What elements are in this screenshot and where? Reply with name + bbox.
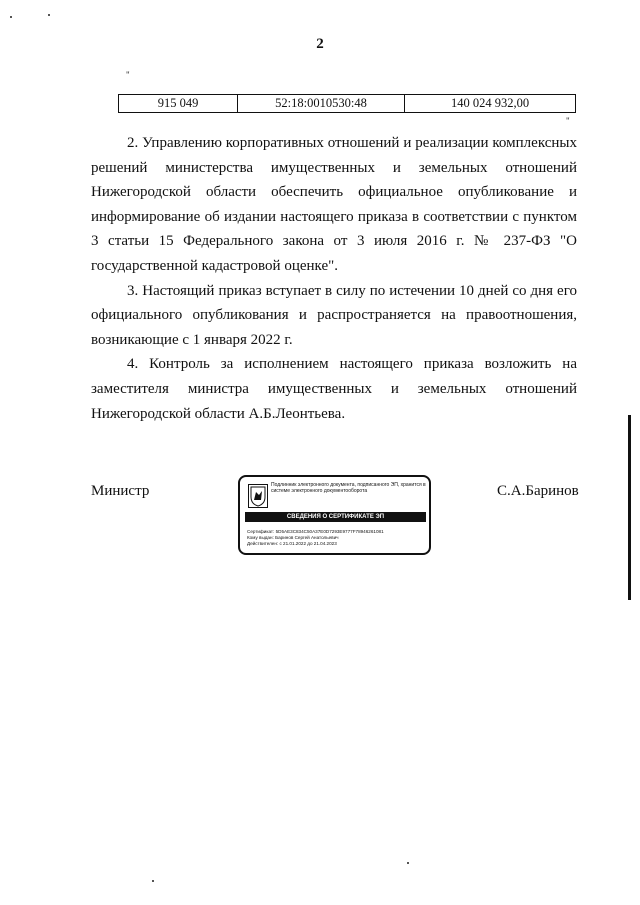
stamp-validity: Действителен: с 21.01.2022 до 21.04.2023 bbox=[247, 541, 337, 546]
table-row bbox=[119, 95, 576, 113]
scan-speck bbox=[152, 880, 154, 882]
scan-speck bbox=[10, 16, 12, 18]
paragraph-4: 4. Контроль за исполнением настоящего приказа возложить на заместителя министра имущественных и земельных отношений Нижегородской области А.Б.Леонтьева. bbox=[91, 356, 577, 422]
paragraph-2: 2. Управлению корпоративных отношений и реализации комплексных решений министерства имущественных и земельных отношений Нижегородской области обеспечить официальное опубликование и информирование об издании настоящего приказа в соответствии с пунктом 3 статьи 15 Федерального закона от 3 июля 2016 г. № 237-ФЗ "О государственной кадастровой оценке". bbox=[91, 135, 577, 274]
stamp-certificate: Сертификат: 5D5AE3C834C50A37E0D7293E9777F78946261081 bbox=[247, 529, 384, 534]
table-cell-cadastral-number: 52:18:0010530:48 bbox=[238, 95, 405, 113]
signatory-role: Министр bbox=[91, 483, 150, 499]
quote-open: " bbox=[126, 70, 130, 80]
paragraph-3: 3. Настоящий приказ вступает в силу по истечении 10 дней со дня его официального опубликования и распространяется на правоотношения, возникающие с 1 января 2022 г. bbox=[91, 282, 577, 348]
scan-edge-mark bbox=[628, 415, 631, 600]
coat-of-arms-icon bbox=[248, 484, 268, 508]
table-cell-number: 915 049 bbox=[119, 95, 238, 113]
electronic-signature-stamp bbox=[238, 475, 431, 555]
stamp-title: СВЕДЕНИЯ О СЕРТИФИКАТЕ ЭП bbox=[245, 512, 426, 522]
scan-speck bbox=[48, 14, 50, 16]
table-cell-value: 140 024 932,00 bbox=[405, 95, 576, 113]
page-number: 2 bbox=[316, 36, 324, 52]
signatory-name: С.А.Баринов bbox=[497, 483, 579, 499]
document-body bbox=[91, 130, 577, 426]
cadastral-table bbox=[118, 94, 576, 113]
quote-close: " bbox=[566, 116, 570, 126]
scan-speck bbox=[407, 862, 409, 864]
stamp-header: Подлинник электронного документа, подписанного ЭП, хранится в системе электронного документооборота bbox=[271, 482, 426, 494]
stamp-issued-to: Кому выдан: Баринов Сергей Анатольевич bbox=[247, 535, 339, 540]
